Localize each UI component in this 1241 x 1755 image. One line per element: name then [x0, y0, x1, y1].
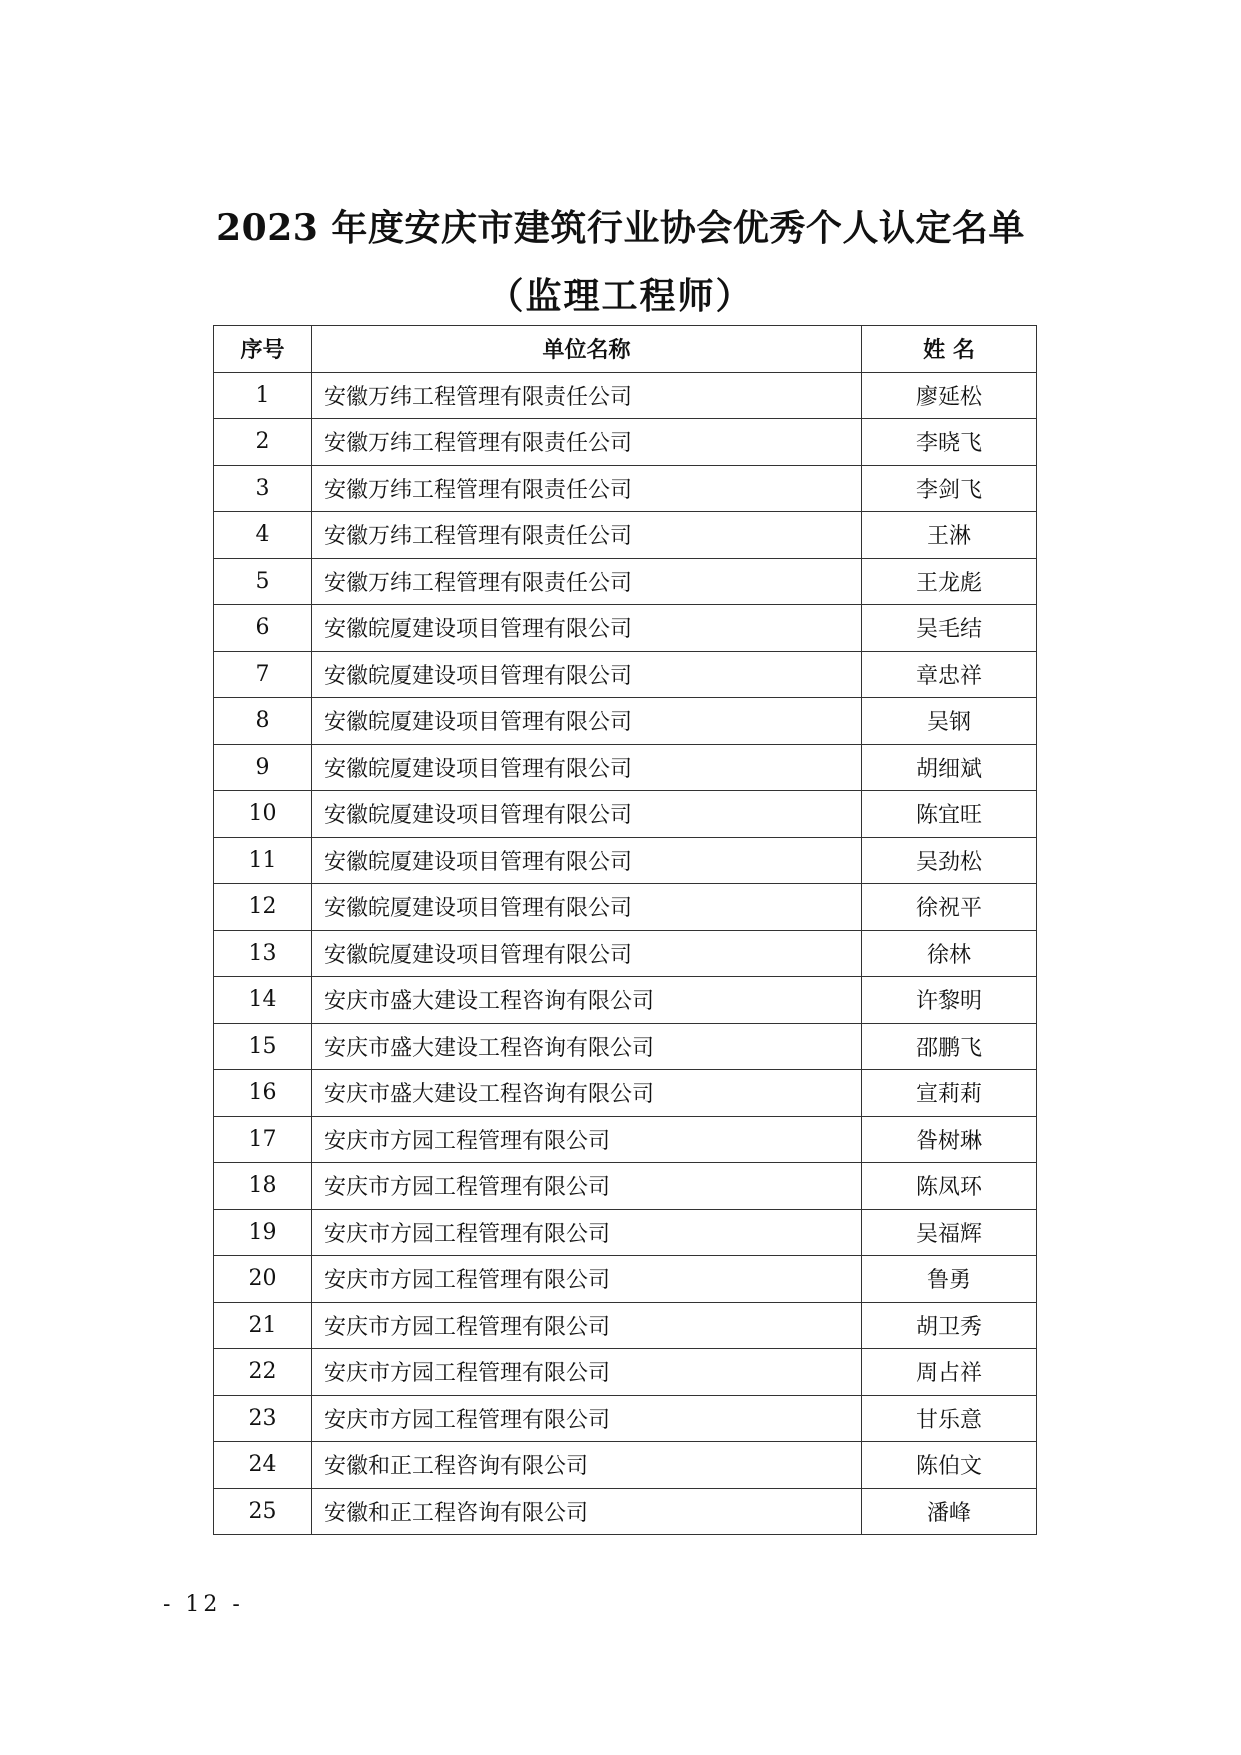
cell-company: 安徽和正工程咨询有限公司: [312, 1442, 862, 1489]
table-row: [214, 419, 1037, 466]
cell-company: 安徽万纬工程管理有限责任公司: [312, 419, 862, 466]
cell-company: 安徽皖厦建设项目管理有限公司: [312, 744, 862, 791]
cell-company: 安庆市方园工程管理有限公司: [312, 1116, 862, 1163]
cell-company: 安徽皖厦建设项目管理有限公司: [312, 930, 862, 977]
table-row: [214, 1349, 1037, 1396]
cell-name: 吴劲松: [862, 837, 1037, 884]
cell-name: 宣莉莉: [862, 1070, 1037, 1117]
cell-company: 安徽皖厦建设项目管理有限公司: [312, 651, 862, 698]
cell-company: 安庆市盛大建设工程咨询有限公司: [312, 977, 862, 1024]
cell-company: 安庆市盛大建设工程咨询有限公司: [312, 1023, 862, 1070]
cell-name: 吴毛结: [862, 605, 1037, 652]
cell-company: 安庆市方园工程管理有限公司: [312, 1395, 862, 1442]
cell-company: 安徽和正工程咨询有限公司: [312, 1488, 862, 1535]
cell-name: 廖延松: [862, 372, 1037, 419]
table-row: [214, 977, 1037, 1024]
cell-index: 12: [214, 884, 312, 931]
table-row: [214, 1395, 1037, 1442]
cell-name: 王龙彪: [862, 558, 1037, 605]
cell-name: 邵鹏飞: [862, 1023, 1037, 1070]
table-row: [214, 698, 1037, 745]
cell-company: 安庆市方园工程管理有限公司: [312, 1163, 862, 1210]
cell-name: 许黎明: [862, 977, 1037, 1024]
cell-index: 9: [214, 744, 312, 791]
cell-name: 陈伯文: [862, 1442, 1037, 1489]
cell-index: 16: [214, 1070, 312, 1117]
table-row: [214, 1209, 1037, 1256]
table-row: [214, 512, 1037, 559]
cell-index: 17: [214, 1116, 312, 1163]
roster-table: [213, 325, 1037, 1535]
cell-index: 22: [214, 1349, 312, 1396]
cell-index: 24: [214, 1442, 312, 1489]
table-row: [214, 465, 1037, 512]
cell-index: 21: [214, 1302, 312, 1349]
document-title: 2023 年度安庆市建筑行业协会优秀个人认定名单: [216, 207, 1025, 249]
cell-company: 安庆市方园工程管理有限公司: [312, 1256, 862, 1303]
cell-name: 昝树琳: [862, 1116, 1037, 1163]
table-row: [214, 1442, 1037, 1489]
cell-name: 徐林: [862, 930, 1037, 977]
cell-company: 安徽万纬工程管理有限责任公司: [312, 558, 862, 605]
cell-index: 18: [214, 1163, 312, 1210]
cell-company: 安徽万纬工程管理有限责任公司: [312, 372, 862, 419]
cell-company: 安庆市方园工程管理有限公司: [312, 1209, 862, 1256]
cell-index: 20: [214, 1256, 312, 1303]
table-row: [214, 930, 1037, 977]
table-row: [214, 1116, 1037, 1163]
cell-index: 13: [214, 930, 312, 977]
cell-name: 陈凤环: [862, 1163, 1037, 1210]
table-row: [214, 651, 1037, 698]
table-row: [214, 1256, 1037, 1303]
cell-name: 吴钢: [862, 698, 1037, 745]
table-row: [214, 372, 1037, 419]
cell-index: 23: [214, 1395, 312, 1442]
header-name: 姓 名: [862, 326, 1037, 373]
cell-company: 安徽皖厦建设项目管理有限公司: [312, 791, 862, 838]
cell-name: 章忠祥: [862, 651, 1037, 698]
cell-index: 5: [214, 558, 312, 605]
cell-company: 安徽万纬工程管理有限责任公司: [312, 512, 862, 559]
cell-name: 胡卫秀: [862, 1302, 1037, 1349]
header-company: 单位名称: [312, 326, 862, 373]
document-subtitle: （监理工程师）: [487, 275, 754, 317]
cell-company: 安徽皖厦建设项目管理有限公司: [312, 698, 862, 745]
cell-index: 10: [214, 791, 312, 838]
cell-name: 潘峰: [862, 1488, 1037, 1535]
cell-index: 8: [214, 698, 312, 745]
cell-name: 陈宜旺: [862, 791, 1037, 838]
table-row: [214, 791, 1037, 838]
table-row: [214, 605, 1037, 652]
table-row: [214, 1070, 1037, 1117]
cell-index: 3: [214, 465, 312, 512]
table-header-row: [214, 326, 1037, 373]
page-number: - 12 -: [163, 1592, 244, 1617]
table-row: [214, 1023, 1037, 1070]
cell-name: 吴福辉: [862, 1209, 1037, 1256]
cell-index: 14: [214, 977, 312, 1024]
cell-name: 李剑飞: [862, 465, 1037, 512]
cell-index: 7: [214, 651, 312, 698]
cell-name: 鲁勇: [862, 1256, 1037, 1303]
cell-company: 安庆市方园工程管理有限公司: [312, 1302, 862, 1349]
cell-index: 19: [214, 1209, 312, 1256]
cell-index: 15: [214, 1023, 312, 1070]
cell-company: 安徽皖厦建设项目管理有限公司: [312, 837, 862, 884]
cell-name: 李晓飞: [862, 419, 1037, 466]
table-row: [214, 744, 1037, 791]
table-row: [214, 558, 1037, 605]
cell-company: 安徽皖厦建设项目管理有限公司: [312, 884, 862, 931]
cell-company: 安徽万纬工程管理有限责任公司: [312, 465, 862, 512]
table-row: [214, 1302, 1037, 1349]
cell-index: 25: [214, 1488, 312, 1535]
table-row: [214, 837, 1037, 884]
cell-company: 安徽皖厦建设项目管理有限公司: [312, 605, 862, 652]
cell-index: 4: [214, 512, 312, 559]
cell-index: 2: [214, 419, 312, 466]
table-body: [214, 372, 1037, 1535]
header-index: 序号: [214, 326, 312, 373]
cell-name: 王淋: [862, 512, 1037, 559]
cell-index: 1: [214, 372, 312, 419]
cell-name: 徐祝平: [862, 884, 1037, 931]
cell-company: 安庆市盛大建设工程咨询有限公司: [312, 1070, 862, 1117]
cell-company: 安庆市方园工程管理有限公司: [312, 1349, 862, 1396]
cell-index: 6: [214, 605, 312, 652]
cell-name: 周占祥: [862, 1349, 1037, 1396]
cell-index: 11: [214, 837, 312, 884]
cell-name: 甘乐意: [862, 1395, 1037, 1442]
table-row: [214, 1163, 1037, 1210]
table-row: [214, 884, 1037, 931]
table-row: [214, 1488, 1037, 1535]
cell-name: 胡细斌: [862, 744, 1037, 791]
